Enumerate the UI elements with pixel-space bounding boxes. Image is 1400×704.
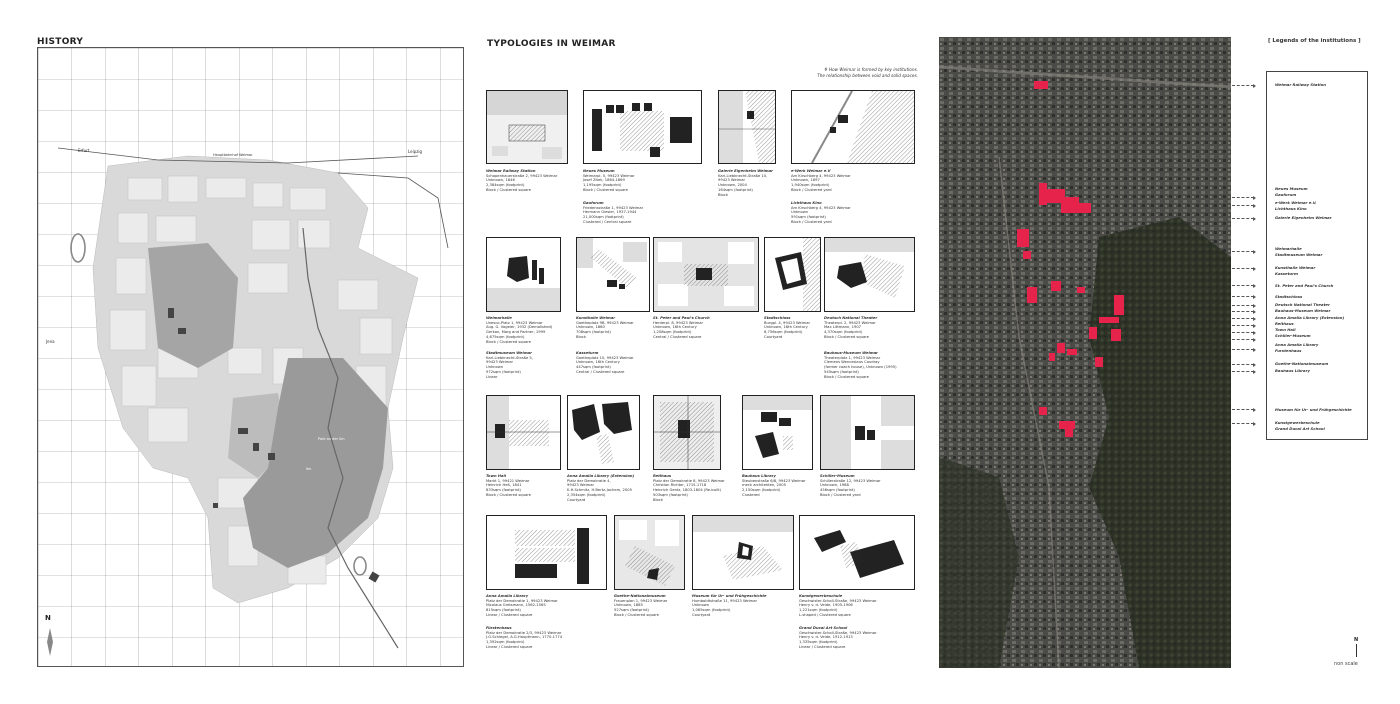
- typologies-title: TYPOLOGIES IN WEIMAR: [487, 39, 616, 49]
- caption-bauhaus-library: [742, 474, 820, 498]
- arrow-icon: [1232, 251, 1254, 252]
- arrow-icon: [1232, 371, 1254, 372]
- caption-line: Frauenplan 1, 99423 Weimar: [614, 598, 668, 603]
- thumb-weimarhalle: [486, 237, 561, 312]
- caption-line: Courtyard: [567, 497, 586, 502]
- legend-entry: Neues Museum: [1275, 186, 1308, 191]
- caption-line: Unknown: [791, 210, 809, 215]
- thumb-schiller-museum: [820, 395, 915, 470]
- caption-line: 456sqm (footprint): [820, 488, 855, 493]
- note-line-2: The relationship between void and solid spaces.: [817, 73, 918, 78]
- caption-line: Nicolaus Gretsmann, 1562-1565: [486, 603, 546, 608]
- caption-line: 6,756sqm (footprint): [764, 330, 803, 335]
- legend-entry: Museum für Ur- und Frühgeschichte: [1275, 407, 1352, 412]
- caption-line: 527sqm (footprint): [614, 608, 649, 613]
- history-map-drawing: [38, 48, 463, 666]
- caption-line: Christian Richter, 1715-1718: [653, 483, 707, 488]
- caption-line: Block / Clustered yard: [791, 219, 832, 224]
- caption-kasseturm: [576, 351, 696, 375]
- thumb-town-hall: [486, 395, 561, 470]
- caption-name: Anna Amalia Library (Extension): [567, 474, 635, 478]
- scale-label: non scale: [1334, 661, 1358, 667]
- legend-entry: Kunstgewerbeschule: [1275, 420, 1320, 425]
- legend-entry: Goethe-Nationalmuseum: [1275, 361, 1329, 366]
- arrow-icon: [1232, 218, 1254, 219]
- caption-line: Heinrich Gentz, 1803-1804 (Re-built): [653, 488, 721, 493]
- legend-entry: Schiller-Museum: [1275, 333, 1311, 338]
- caption-line: Friedensstraße 1, 99423 Weimar: [583, 205, 644, 210]
- legend-entry: Stadtschloss: [1275, 294, 1303, 299]
- arrow-icon: [1232, 205, 1254, 206]
- caption-line: Max Littmann, 1907: [824, 325, 862, 330]
- thumb-st-peter-paul: [653, 237, 759, 312]
- caption-line: Markt 1, 99421 Weimar: [486, 478, 530, 483]
- caption-name: Gauforum: [583, 201, 604, 205]
- history-title: HISTORY: [37, 37, 84, 47]
- caption-name: Lichthaus Kino: [791, 201, 822, 205]
- caption-name: e-Werk Weimar e.V: [791, 169, 831, 173]
- caption-line: Clemens Wenceslaus Coudray: [824, 360, 880, 365]
- arrow-icon: [1232, 318, 1254, 319]
- legend-entry: Gauforum: [1275, 192, 1297, 197]
- legend-entry: St. Peter and Paul's Church: [1275, 283, 1334, 288]
- caption-name: Grand Ducal Art School: [799, 626, 848, 630]
- caption-name: Town Hall: [486, 474, 506, 478]
- caption-line: Unknown, 1880: [576, 325, 605, 330]
- caption-line: Am Kirschberg 4, 99423 Weimar: [791, 205, 851, 210]
- arrow-icon: [1232, 409, 1254, 410]
- caption-line: Clustered: [742, 492, 760, 497]
- caption-line: 708sqm (footprint): [576, 330, 611, 335]
- caption-line: 503sqm (footprint): [653, 492, 688, 497]
- label-erfurt: Erfurt: [78, 148, 90, 153]
- caption-line: 833sqm (footprint): [486, 488, 521, 493]
- caption-line: Platz der Demokratie 1, 99423 Weimar: [486, 598, 558, 603]
- caption-line: Block / Clustered yard: [820, 492, 861, 497]
- caption-name: Museum für Ur- und Frühgeschichte: [692, 594, 767, 598]
- caption-line: 2,150sqm (footprint): [742, 488, 781, 493]
- caption-line: K.H.Schmitz, H.Bertz-Jochem, 2005: [567, 488, 632, 493]
- caption-line: 1,940sqm (footprint): [791, 183, 830, 188]
- thumb-neues-museum: [583, 90, 702, 164]
- thumb-railway-station: [486, 90, 568, 164]
- caption-line: Humboldtstraße 11, 99423 Weimar: [692, 598, 758, 603]
- caption-museum-ur-fruh: [692, 594, 812, 618]
- arrow-icon: [1232, 332, 1254, 333]
- caption-line: Unknown, 1897: [791, 178, 820, 183]
- legend-entry: Bauhaus Library: [1275, 368, 1310, 373]
- caption-line: Unknown, 2004: [718, 183, 747, 188]
- thumb-museum-ur-fruh: [692, 515, 794, 590]
- arrow-icon: [1232, 197, 1254, 198]
- thumb-galerie-eigenheim: [718, 90, 776, 164]
- caption-line: Karl-Liebknecht-Straße 5,: [486, 355, 533, 360]
- caption-line: Unknown, 1885: [614, 603, 643, 608]
- caption-name: Bauhaus Library: [742, 474, 776, 478]
- caption-line: Block / Clustered square: [824, 374, 869, 379]
- thumb-e-werk: [791, 90, 915, 164]
- caption-name: Schiller-Museum: [820, 474, 855, 478]
- caption-line: Block: [653, 497, 663, 502]
- arrow-icon: [1232, 325, 1254, 326]
- caption-name: Deutsch National Theater: [824, 316, 878, 320]
- caption-name: Stadtmuseum Weimar: [486, 351, 532, 355]
- caption-line: Unesco-Platz 1, 99423 Weimar: [486, 320, 543, 325]
- caption-line: 1,335sqm (footprint): [799, 640, 838, 645]
- caption-theater: [824, 316, 944, 340]
- caption-line: meck architekten, 2005: [742, 483, 786, 488]
- caption-line: Steubenstraße 6/8, 99423 Weimar: [742, 478, 806, 483]
- legend-entry: Lichthaus Kino: [1275, 206, 1307, 211]
- thumb-stadtschloss: [764, 237, 821, 312]
- label-station: Hauptbahnhof Weimar: [213, 153, 253, 157]
- caption-name: Fürstenhaus: [486, 626, 512, 630]
- caption-line: 972sqm (footprint): [486, 369, 521, 374]
- caption-line: Schopenhauerstraße 2, 99423 Weimar: [486, 173, 558, 178]
- thumb-reithaus: [653, 395, 721, 470]
- caption-line: Linear: [486, 374, 498, 379]
- caption-name: Bauhaus-Museum Weimar: [824, 351, 878, 355]
- aerial-drawing: [939, 37, 1231, 668]
- caption-line: L-shaped / Clustered square: [799, 612, 851, 617]
- thumb-theater: [824, 237, 915, 312]
- label-park: Park an der Ilm: [318, 437, 345, 441]
- caption-name: Kasseturm: [576, 351, 599, 355]
- caption-anna-amalia-library: [486, 594, 606, 618]
- caption-line: Henry v. d. Velde, 1905-1906: [799, 603, 853, 608]
- history-north-label: N: [45, 614, 51, 622]
- caption-line: Am Kirschberg 4, 99423 Weimar: [791, 173, 851, 178]
- legend-entry: Galerie Eigenheim Weimar: [1275, 215, 1332, 220]
- caption-line: Central / Clustered square: [576, 369, 625, 374]
- caption-line: Unknown, 1846: [486, 178, 515, 183]
- caption-line: Theaterplatz 1, 99423 Weimar: [824, 355, 881, 360]
- thumb-kunsthalle: [576, 237, 650, 312]
- typologies-note: [700, 67, 918, 79]
- caption-line: 815sqm (footprint): [486, 608, 521, 613]
- caption-line: Geschwister-Scholl-Straße, 99423 Weimar: [799, 598, 877, 603]
- caption-line: Goetheplatz 10, 99423 Weimar: [576, 355, 634, 360]
- caption-line: 1,392sqm (footprint): [486, 640, 525, 645]
- arrow-icon: [1232, 296, 1254, 297]
- label-jena: Jena: [46, 339, 55, 344]
- caption-line: 1,195sqm (footprint): [583, 183, 622, 188]
- caption-name: Anna Amalia Library: [486, 594, 529, 598]
- label-leipzig: Leipzig: [408, 149, 423, 154]
- caption-line: Geschwister-Scholl-Straße, 99423 Weimar: [799, 630, 877, 635]
- caption-line: Weimarpl. 5, 99423 Weimar: [583, 173, 635, 178]
- caption-line: Linear / Clustered square: [486, 644, 533, 649]
- caption-line: Courtyard: [692, 612, 711, 617]
- caption-name: Neues Museum: [583, 169, 615, 173]
- caption-line: Burgpl. 4, 99423 Weimar: [764, 320, 811, 325]
- caption-line: Block / Clustered yard: [791, 187, 832, 192]
- legend-entry: e-Werk Weimar e.V.: [1275, 200, 1317, 205]
- legend-entry: Deutsch National Theater: [1275, 302, 1330, 307]
- legend-entry: Kasseturm: [1275, 271, 1298, 276]
- caption-name: Kunstgewerbeschule: [799, 594, 843, 598]
- legend-entry: Anna Amalia Library: [1275, 342, 1319, 347]
- arrow-icon: [1232, 339, 1254, 340]
- arrow-icon: [1232, 85, 1254, 86]
- caption-stadtschloss: [764, 316, 824, 340]
- caption-line: Josef Zitek, 1864-1869: [583, 178, 625, 183]
- caption-line: 591sqm (footprint): [791, 215, 826, 220]
- caption-line: 2,354sqm (footprint): [567, 492, 606, 497]
- legend-title: [ Legends of the institutions ]: [1268, 38, 1361, 44]
- arrow-icon: [1232, 311, 1254, 312]
- legend-entry: Bauhaus-Museum Weimar: [1275, 308, 1331, 313]
- caption-line: Aug. G. Vogeler, 1932 (Demolished): [486, 325, 553, 330]
- caption-schiller-museum: [820, 474, 940, 498]
- caption-line: Clustered / Central square: [583, 219, 632, 224]
- caption-line: Karl-Liebknecht-Straße 10,: [718, 173, 768, 178]
- caption-line: J.G.Schlegel, A.G.Hauptmann, 1770-1774: [486, 635, 563, 640]
- caption-line: Linear / Clustered square: [486, 612, 533, 617]
- caption-name: Weimar Railway Station: [486, 169, 536, 173]
- arrow-icon: [1232, 349, 1254, 350]
- caption-grand-ducal-art-school: [799, 626, 919, 650]
- caption-line: Block / Clustered square: [486, 492, 531, 497]
- caption-line: 2,384sqm (footprint): [486, 183, 525, 188]
- caption-line: Schillerstraße 12, 99423 Weimar: [820, 478, 881, 483]
- caption-line: 545sqm (footprint): [824, 369, 859, 374]
- caption-bauhaus-museum: [824, 351, 944, 379]
- caption-line: Unknown: [692, 603, 710, 608]
- thumb-library-extension: [567, 395, 640, 470]
- caption-furstenhaus: [486, 626, 606, 650]
- label-ilm: Ilm: [306, 467, 312, 471]
- caption-line: 4,370sqm (footprint): [824, 330, 863, 335]
- caption-name: Goethe-Nationalmuseum: [614, 594, 666, 598]
- caption-line: 99423 Weimar: [567, 483, 594, 488]
- history-map: [37, 47, 464, 667]
- caption-line: Theaterpl. 2, 99423 Weimar: [824, 320, 876, 325]
- caption-line: Unknown, 1988: [820, 483, 849, 488]
- caption-line: 21,000sqm (footprint): [583, 215, 624, 220]
- caption-line: Block / Clustered square: [824, 334, 869, 339]
- caption-gauforum: [583, 201, 703, 225]
- caption-line: Heinrich Heß, 1841: [486, 483, 522, 488]
- thumb-goethe-museum: [614, 515, 685, 590]
- caption-name: St. Peter and Paul's Church: [653, 316, 710, 320]
- caption-line: Central / Clustered square: [653, 334, 702, 339]
- caption-line: Block / Clustered square: [583, 187, 628, 192]
- legend-entry: Grand Ducal Art School: [1275, 426, 1325, 431]
- caption-line: 4,675sqm (footprint): [486, 334, 525, 339]
- caption-line: Block: [718, 192, 728, 197]
- note-line-1: # How Weimar is formed by key institutions.: [824, 67, 918, 72]
- caption-st-peter-paul: [653, 316, 773, 340]
- caption-line: 1,221sqm (footprint): [799, 608, 838, 613]
- caption-line: Unknown, 16th Century: [576, 360, 620, 365]
- caption-lichthaus-kino: [791, 201, 911, 225]
- caption-name: Galerie Eigenheim Weimar: [718, 169, 773, 173]
- arrow-icon: [1232, 268, 1254, 269]
- caption-line: Platz der Demokratie 8, 99423 Weimar: [653, 478, 725, 483]
- north-arrow-icon: [1356, 644, 1357, 657]
- caption-line: Block / Clustered square: [486, 339, 531, 344]
- caption-line: Unknown, 16th Century: [653, 325, 697, 330]
- caption-name: Weimarhalle: [486, 316, 512, 320]
- caption-line: Unknown: [486, 365, 504, 370]
- legend-entry: Stadtmuseum Weimar: [1275, 252, 1323, 257]
- caption-line: Goetheplatz 9B, 99423 Weimar: [576, 320, 634, 325]
- legend-entry: Weimarhalle: [1275, 246, 1302, 251]
- legend-entry: Reithaus: [1275, 321, 1294, 326]
- caption-line: Herderpl. 8, 99423 Weimar: [653, 320, 704, 325]
- legend-entry: Town Hall: [1275, 327, 1296, 332]
- arrow-icon: [1232, 423, 1254, 424]
- caption-line: (former coach house), Unknown (1995): [824, 365, 897, 370]
- legend-entry: Anna Amalia Library (Extension): [1275, 315, 1345, 320]
- caption-line: Linear / Clustered square: [799, 644, 846, 649]
- caption-line: Block / Clustered square: [486, 187, 531, 192]
- caption-line: Block / Clustered square: [614, 612, 659, 617]
- caption-name: Reithaus: [653, 474, 672, 478]
- aerial-photo: [939, 37, 1231, 668]
- caption-line: Hermann Giesler, 1937-1944: [583, 210, 637, 215]
- caption-line: 99423 Weimar: [486, 360, 513, 365]
- caption-line: 164sqm (footprint): [718, 187, 753, 192]
- caption-line: Henry v. d. Velde, 1912-1913: [799, 635, 853, 640]
- caption-line: Unknown, 16th Century: [764, 325, 808, 330]
- caption-kunstgewerbeschule: [799, 594, 919, 618]
- caption-name: Stadtschloss: [764, 316, 791, 320]
- caption-line: Block: [576, 334, 586, 339]
- legend-north-label: N: [1354, 637, 1359, 643]
- caption-line: Platz der Demokratie 4,: [567, 478, 611, 483]
- thumb-kunstgewerbeschule: [799, 515, 915, 590]
- thumb-anna-amalia-library: [486, 515, 607, 590]
- arrow-icon: [1232, 285, 1254, 286]
- thumb-bauhaus-library: [742, 395, 813, 470]
- caption-line: Gerkan, Marg and Partner, 1999: [486, 330, 546, 335]
- caption-name: Kunsthalle Weimar: [576, 316, 616, 320]
- legend-entry: Kunsthalle Weimar: [1275, 265, 1316, 270]
- legend-entry: Weimar Railway Station: [1275, 82, 1326, 87]
- legend-entry: Furstenhaus: [1275, 348, 1302, 353]
- arrow-icon: [1232, 364, 1254, 365]
- caption-line: 99423 Weimar: [718, 178, 745, 183]
- arrow-icon: [1232, 305, 1254, 306]
- caption-line: 1,065sqm (footprint): [692, 608, 731, 613]
- caption-line: Platz der Demokratie 2/3, 99423 Weimar: [486, 630, 562, 635]
- caption-e-werk: [791, 169, 911, 193]
- caption-neues-museum: [583, 169, 703, 193]
- caption-line: Courtyard: [764, 334, 783, 339]
- caption-line: 1,208sqm (footprint): [653, 330, 692, 335]
- caption-line: 447sqm (footprint): [576, 365, 611, 370]
